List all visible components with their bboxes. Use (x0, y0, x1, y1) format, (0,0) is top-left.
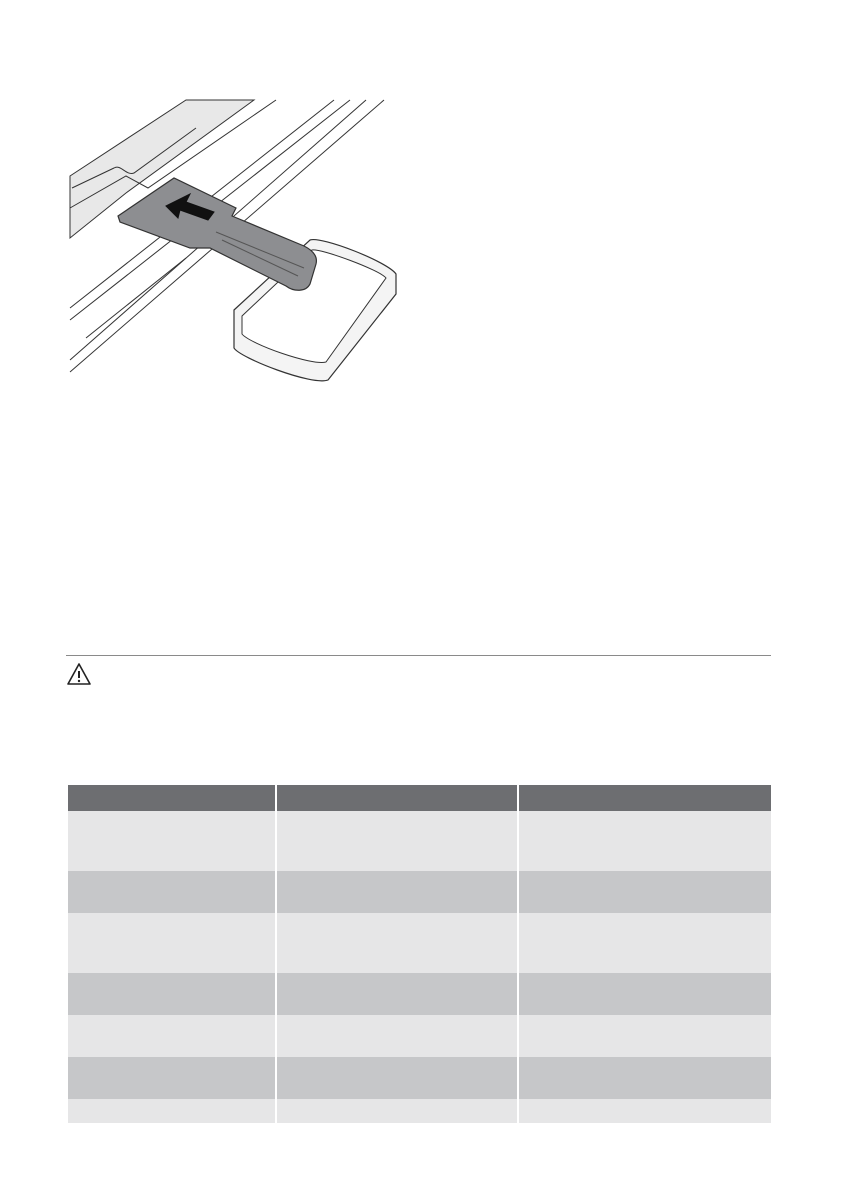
table-cell (277, 973, 520, 1015)
section-divider (66, 655, 771, 656)
table-row (68, 913, 771, 973)
table-header-cell (68, 785, 277, 811)
table-row (68, 1099, 771, 1123)
table-cell (519, 811, 771, 871)
ice-tray-illustration (66, 98, 406, 388)
table-header-cell (519, 785, 771, 811)
table-row (68, 871, 771, 913)
table-row (68, 973, 771, 1015)
table-cell (519, 1099, 771, 1123)
table-header-row (68, 785, 771, 811)
table-cell (519, 913, 771, 973)
table-cell (277, 811, 520, 871)
table-cell (277, 1015, 520, 1057)
table-header-cell (277, 785, 520, 811)
table-cell (277, 1099, 520, 1123)
table-cell (68, 1099, 277, 1123)
table-cell (68, 871, 277, 913)
table-cell (277, 871, 520, 913)
table-cell (277, 913, 520, 973)
table-cell (519, 973, 771, 1015)
table-cell (519, 871, 771, 913)
table-cell (519, 1057, 771, 1099)
table-cell (277, 1057, 520, 1099)
table-cell (68, 1015, 277, 1057)
table-cell (68, 973, 277, 1015)
table-cell (519, 1015, 771, 1057)
table-row (68, 1015, 771, 1057)
table-row (68, 1057, 771, 1099)
table-cell (68, 1057, 277, 1099)
data-table (68, 785, 771, 1123)
table-cell (68, 913, 277, 973)
table-row (68, 811, 771, 871)
table-cell (68, 811, 277, 871)
warning-triangle-icon (66, 662, 92, 686)
fridge-shelf-ice-tray-illustration (66, 98, 406, 388)
